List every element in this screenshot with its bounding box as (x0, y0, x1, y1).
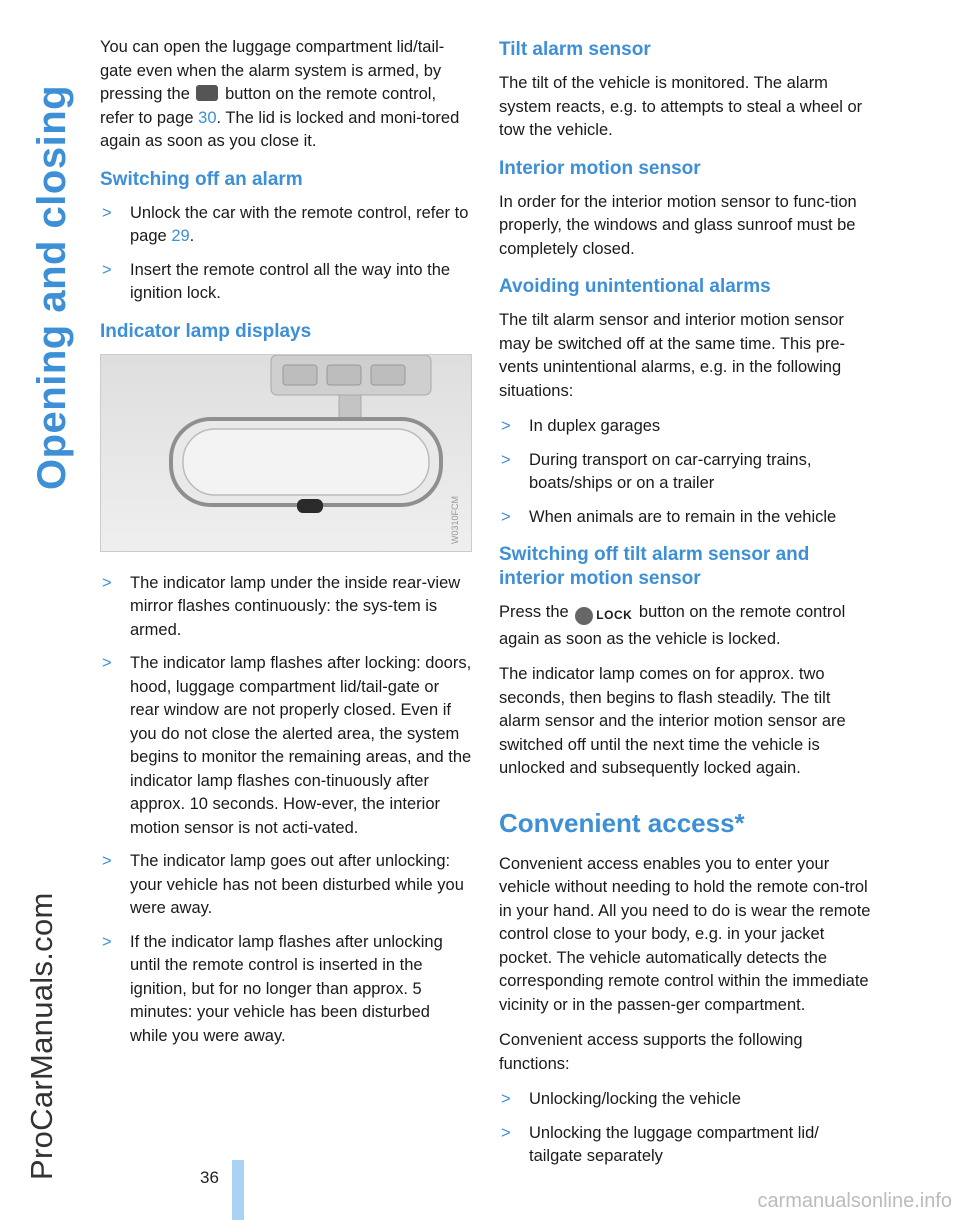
site-watermark: carmanualsonline.info (757, 1190, 952, 1212)
mirror-illustration (101, 355, 472, 552)
avoid-list (499, 415, 871, 529)
convenient-paragraph: Convenient access enables you to enter your vehicle without needing to hold the remote con-trol in your hand. All you need to do is wear the remote control close to your body, e.g. in your jacket pocket. The vehicle automatically detects the corresponding remote control within the immediate vicinity or in the passen-ger compartment. (499, 854, 871, 1014)
tilt-paragraph: The tilt of the vehicle is monitored. The alarm system reacts, e.g. to attempts to steal a wheel or tow the vehicle. (499, 74, 863, 139)
tailgate-button-icon (196, 85, 218, 101)
switching-off-alarm-heading: Switching off an alarm (100, 168, 303, 190)
switch-off-sensors-heading: Switching off tilt alarm sensor and interior motion sensor (499, 544, 810, 589)
list-item: > When animals are to remain in the vehicle (499, 506, 871, 530)
chapter-title (24, 20, 72, 500)
list-item: > The indicator lamp goes out after unlocking: your vehicle has not been disturbed while you were away. (102, 852, 464, 917)
bullet-arrow-icon: > (501, 507, 511, 526)
intro-paragraph: You can open the luggage compartment lid/tail-gate even when the alarm system is armed, by pressing the button on the remote control, refer to page 30. The lid is locked and moni-tored again as soon as you close it. (100, 38, 460, 150)
convenient-access-heading: Convenient access* (499, 807, 745, 838)
watermark-text: ProCarManuals.com (24, 892, 59, 1180)
indicator-lamp-heading: Indicator lamp displays (100, 320, 312, 342)
motion-paragraph: In order for the interior motion sensor to func-tion properly, the windows and glass sunroof must be completely closed. (499, 192, 857, 258)
watermark (20, 560, 60, 1200)
right-column (499, 36, 871, 1179)
switch-off-list (100, 202, 472, 306)
bullet-arrow-icon: > (102, 654, 112, 672)
indicator-list (100, 572, 472, 1049)
press-lock-paragraph: Press the LOCK button on the remote control again as soon as the vehicle is locked. (499, 603, 846, 648)
list-item: > Unlock the car with the remote control, refer to page 29. (102, 203, 469, 245)
list-item: > Insert the remote control all the way into the ignition lock. (102, 260, 451, 302)
lock-button-icon: LOCK (575, 604, 632, 628)
bullet-arrow-icon: > (501, 1123, 511, 1142)
figure-code: W0310FCM (449, 496, 460, 545)
bullet-arrow-icon: > (102, 260, 112, 279)
list-item: > In duplex garages (499, 415, 871, 439)
page-link-29[interactable]: 29 (171, 227, 190, 245)
bullet-arrow-icon: > (102, 852, 112, 870)
page-accent-bar (232, 1160, 244, 1220)
list-item: > Unlocking the luggage compartment lid/ tailgate separately (501, 1123, 819, 1165)
list-item: > Unlocking/locking the vehicle (499, 1088, 871, 1112)
tilt-alarm-heading: Tilt alarm sensor (499, 39, 651, 60)
page-number: 36 (200, 1168, 219, 1187)
interior-motion-heading: Interior motion sensor (499, 157, 701, 179)
indicator-lamp-icon (297, 499, 323, 513)
bullet-arrow-icon: > (501, 417, 511, 435)
bullet-arrow-icon: > (102, 203, 112, 222)
list-item: > If the indicator lamp flashes after unlocking until the remote control is inserted in the ignition, but for no longer than approx. 5 minutes: your vehicle has been disturbed while you were away. (102, 932, 443, 1045)
lamp-paragraph: The indicator lamp comes on for approx. two seconds, then begins to flash steadily. The tilt alarm sensor and the interior motion sensor are switched off until the next time the vehicle is unlocked and subsequently locked again. (499, 665, 846, 777)
functions-list (499, 1088, 871, 1169)
avoid-alarms-heading: Avoiding unintentional alarms (499, 276, 771, 297)
bullet-arrow-icon: > (501, 450, 511, 469)
chapter-title-text: Opening and closing (30, 84, 74, 490)
list-item: > The indicator lamp under the inside rear-view mirror flashes continuously: the sys-tem is armed. (102, 573, 461, 639)
avoid-paragraph: The tilt alarm sensor and interior motion sensor may be switched off at the same time. This pre-vents unintentional alarms, e.g. in the following situations: (499, 311, 846, 400)
bullet-arrow-icon: > (102, 932, 112, 951)
list-item: > During transport on car-carrying trains, boats/ships or on a trailer (501, 450, 812, 492)
supports-paragraph: Convenient access supports the following functions: (499, 1031, 803, 1073)
bullet-arrow-icon: > (102, 573, 112, 592)
rearview-mirror-figure (100, 354, 472, 552)
left-column (100, 36, 472, 1058)
page-link-30[interactable]: 30 (198, 108, 217, 127)
list-item: > The indicator lamp flashes after locking: doors, hood, luggage compartment lid/tail-gate or rear window are not properly closed. Even if you do not close the alerted area, the system begins to monitor the remaining areas, and the indicator lamp flashes con-tinuously after approx. 10 seconds. How-ever, the interior motion sensor is not acti-vated. (102, 654, 472, 837)
bullet-arrow-icon: > (501, 1090, 511, 1108)
